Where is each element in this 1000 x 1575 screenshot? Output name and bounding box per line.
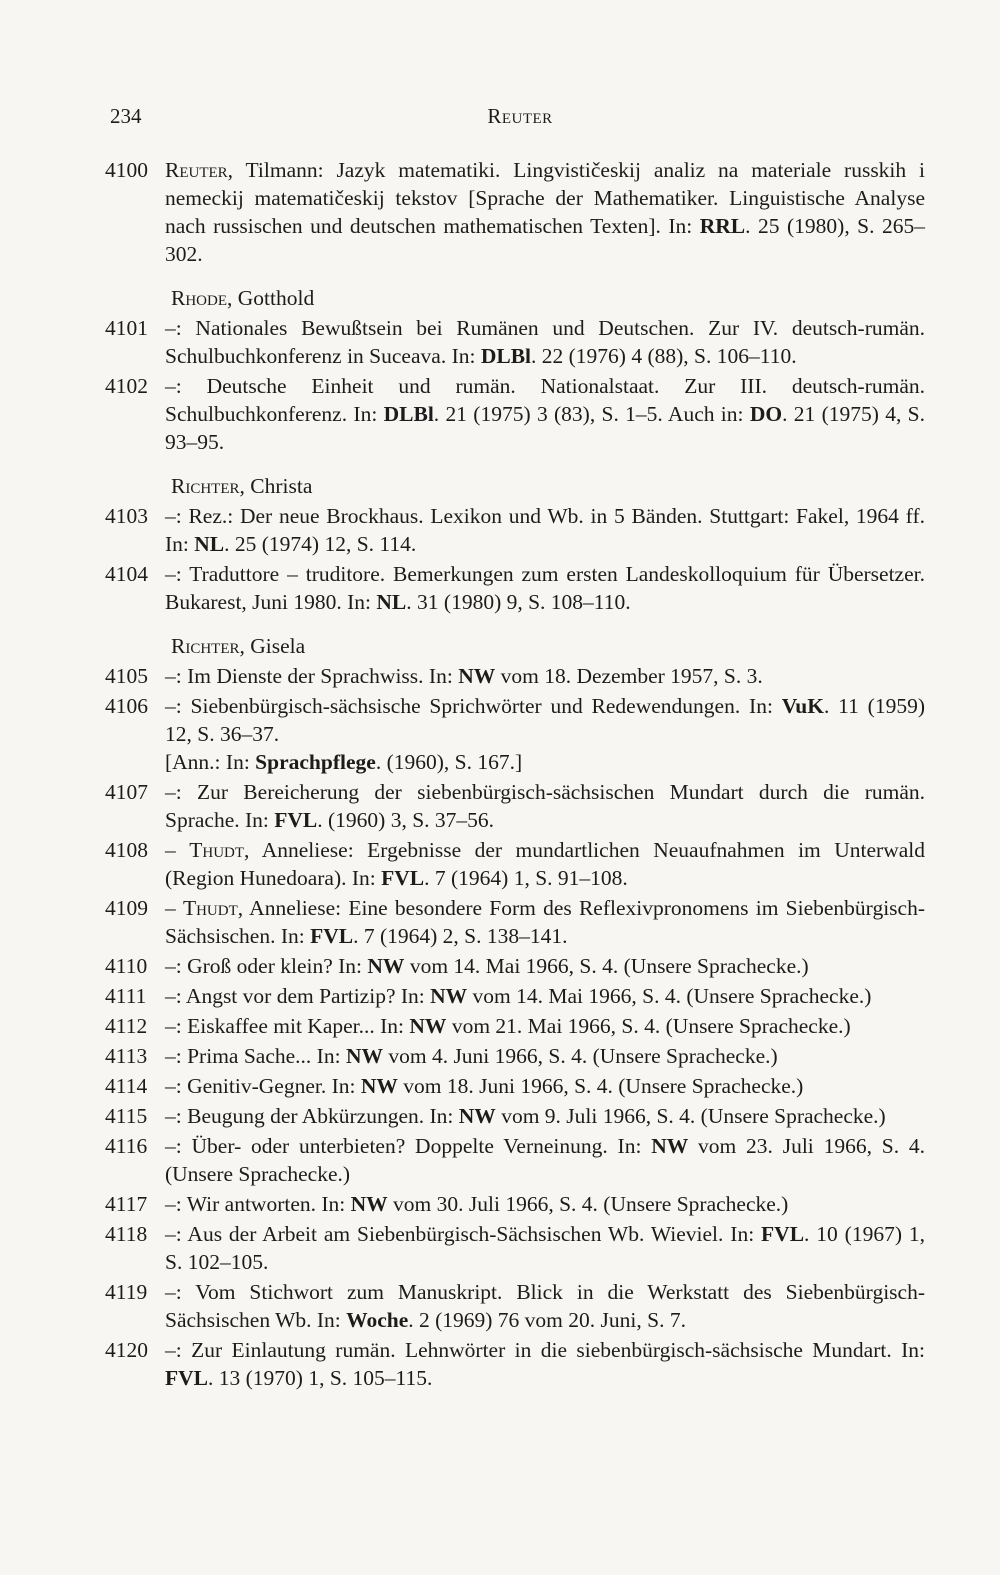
- entry-text: –: Genitiv-Gegner. In:: [165, 1074, 361, 1098]
- entry-number: 4107: [105, 780, 148, 804]
- entry-4116: [105, 1132, 925, 1188]
- entry-text: –: Rez.: Der neue Brockhaus. Lexikon und Wb. in 5 Bänden. Stuttgart: Fakel, 1964 ff. In:: [165, 504, 925, 556]
- journal-abbrev: FVL: [274, 808, 318, 832]
- entry-4102: [105, 372, 925, 456]
- entry-author: Reuter: [165, 158, 228, 182]
- entry-4110: [105, 952, 925, 980]
- author-surname: Richter: [171, 634, 240, 658]
- entry-text: . 25 (1980), S. 265–302.: [165, 214, 926, 266]
- journal-abbrev: DLBl: [480, 344, 532, 368]
- entry-number: 4118: [105, 1222, 148, 1246]
- journal-abbrev: NW: [350, 1192, 388, 1216]
- entry-text: . 25 (1974) 12, S. 114.: [224, 532, 417, 556]
- journal-abbrev: NL: [376, 590, 407, 614]
- entry-4107: [105, 778, 925, 834]
- entry-number: 4103: [105, 504, 148, 528]
- entry-text: vom 30. Juli 1966, S. 4. (Unsere Sprachecke.): [387, 1192, 789, 1216]
- entry-text: –: Aus der Arbeit am Siebenbürgisch-Sächsischen Wb. Wieviel. In:: [165, 1222, 762, 1246]
- entry-text: . 10 (1967) 1, S. 102–105.: [165, 1222, 925, 1274]
- author-given: , Gisela: [239, 634, 306, 658]
- entry-text: –: [165, 838, 190, 862]
- entry-number: 4119: [105, 1280, 148, 1304]
- journal-abbrev: NW: [430, 984, 468, 1008]
- journal-abbrev: RRL: [699, 214, 746, 238]
- entry-4111: [105, 982, 925, 1010]
- entry-number: 4102: [105, 374, 148, 398]
- entry-text: –: Vom Stichwort zum Manuskript. Blick in die Werkstatt des Siebenbürgisch-Sächsischen Wb. In:: [165, 1280, 925, 1332]
- page-header: [110, 104, 930, 134]
- entry-number: 4115: [105, 1104, 148, 1128]
- entry-number: 4117: [105, 1192, 148, 1216]
- journal-abbrev: NW: [367, 954, 405, 978]
- entry-text: . 21 (1975) 4, S. 93–95.: [165, 402, 925, 454]
- entry-text: –: Im Dienste der Sprachwiss. In:: [165, 664, 459, 688]
- journal-abbrev: VuK: [781, 694, 824, 718]
- entry-number: 4108: [105, 838, 148, 862]
- entry-text: –: Eiskaffee mit Kaper... In:: [165, 1014, 410, 1038]
- journal-abbrev: NW: [651, 1134, 689, 1158]
- entry-text: –: Zur Bereicherung der siebenbürgisch-sächsischen Mundart durch die rumän. Sprache. In:: [165, 780, 925, 832]
- entry-text: –: Zur Einlautung rumän. Lehnwörter in die siebenbürgisch-sächsische Mundart. In:: [165, 1338, 925, 1362]
- entry-4118: [105, 1220, 925, 1276]
- entry-number: 4109: [105, 896, 148, 920]
- entry-number: 4116: [105, 1134, 148, 1158]
- journal-abbrev: NW: [360, 1074, 398, 1098]
- entry-text: . 7 (1964) 2, S. 138–141.: [353, 924, 568, 948]
- entry-4114: [105, 1072, 925, 1100]
- entry-text: , Anneliese: Eine besondere Form des Reflexivpronomens im Siebenbürgisch-Sächsischen. In:: [165, 896, 925, 948]
- entry-text: –: Prima Sache... In:: [165, 1044, 346, 1068]
- entry-4106: [105, 692, 925, 776]
- bibliography-list: [105, 156, 925, 1394]
- entry-text: . 13 (1970) 1, S. 105–115.: [208, 1366, 433, 1390]
- entry-number: 4101: [105, 316, 148, 340]
- entry-text: –: Über- oder unterbieten? Doppelte Verneinung. In:: [165, 1134, 652, 1158]
- journal-abbrev: DO: [749, 402, 783, 426]
- entry-text: vom 9. Juli 1966, S. 4. (Unsere Sprachecke.): [495, 1104, 886, 1128]
- coauthor: Thudt: [189, 838, 245, 862]
- journal-abbrev: Woche: [346, 1308, 409, 1332]
- entry-4101: [105, 314, 925, 370]
- journal-abbrev: NW: [458, 664, 496, 688]
- entry-text: –: Siebenbürgisch-sächsische Sprichwörter und Redewendungen. In:: [165, 694, 782, 718]
- journal-abbrev: FVL: [165, 1366, 208, 1390]
- journal-abbrev: DLBl: [383, 402, 434, 426]
- entry-text: vom 21. Mai 1966, S. 4. (Unsere Sprachecke.): [446, 1014, 851, 1038]
- annotation-text: . (1960), S. 167.]: [375, 750, 523, 774]
- author-given: , Gotthold: [227, 286, 315, 310]
- journal-abbrev: NW: [458, 1104, 496, 1128]
- entry-4104: [105, 560, 925, 616]
- journal-abbrev: NW: [409, 1014, 447, 1038]
- entry-text: vom 18. Juni 1966, S. 4. (Unsere Sprachecke.): [397, 1074, 804, 1098]
- entry-text: . 22 (1976) 4 (88), S. 106–110.: [531, 344, 797, 368]
- entry-4120: [105, 1336, 925, 1392]
- entry-number: 4114: [105, 1074, 148, 1098]
- entry-text: –: Nationales Bewußtsein bei Rumänen und Deutschen. Zur IV. deutsch-rumän. Schulbuchkonferenz in Suceava. In:: [165, 316, 925, 368]
- entry-text: . 21 (1975) 3 (83), S. 1–5. Auch in:: [433, 402, 750, 426]
- entry-4117: [105, 1190, 925, 1218]
- journal-abbrev: FVL: [381, 866, 425, 890]
- page-number: 234: [110, 104, 142, 128]
- running-head: Reuter: [487, 104, 553, 128]
- entry-text: –: Groß oder klein? In:: [165, 954, 368, 978]
- entry-number: 4105: [105, 664, 148, 688]
- entry-number: 4106: [105, 694, 148, 718]
- entry-text: . 11 (1959) 12, S. 36–37.: [165, 694, 925, 746]
- entry-text: –: Deutsche Einheit und rumän. Nationalstaat. Zur III. deutsch-rumän. Schulbuchkonferenz. In:: [165, 374, 925, 426]
- entry-4109: [105, 894, 925, 950]
- journal-abbrev: NL: [194, 532, 225, 556]
- author-given: , Christa: [239, 474, 313, 498]
- author-surname: Rhode: [171, 286, 228, 310]
- entry-number: 4104: [105, 562, 148, 586]
- entry-text: . 7 (1964) 1, S. 91–108.: [424, 866, 628, 890]
- entry-4100: [105, 156, 925, 268]
- entry-text: , Anneliese: Ergebnisse der mundartlichen Neuaufnahmen im Unterwald (Region Hunedoara). In:: [165, 838, 926, 890]
- entry-text: –: Beugung der Abkürzungen. In:: [165, 1104, 459, 1128]
- author-heading-rhode: [105, 284, 925, 312]
- entry-text: . 2 (1969) 76 vom 20. Juni, S. 7.: [408, 1308, 686, 1332]
- author-heading-richter-gisela: [105, 632, 925, 660]
- entry-number: 4111: [105, 984, 147, 1008]
- entry-text: vom 14. Mai 1966, S. 4. (Unsere Sprachecke.): [467, 984, 872, 1008]
- journal-abbrev: Sprachpflege: [255, 750, 376, 774]
- entry-text: vom 14. Mai 1966, S. 4. (Unsere Sprachecke.): [404, 954, 809, 978]
- entry-number: 4100: [105, 158, 148, 182]
- entry-text: –: Wir antworten. In:: [165, 1192, 351, 1216]
- entry-4115: [105, 1102, 925, 1130]
- entry-text: vom 18. Dezember 1957, S. 3.: [495, 664, 763, 688]
- entry-4119: [105, 1278, 925, 1334]
- entry-text: . (1960) 3, S. 37–56.: [317, 808, 495, 832]
- entry-text: –: Angst vor dem Partizip? In:: [165, 984, 431, 1008]
- entry-text: –: Traduttore – truditore. Bemerkungen zum ersten Landeskolloquium für Übersetzer. Bukarest, Juni 1980. In:: [165, 562, 925, 614]
- entry-number: 4120: [105, 1338, 148, 1362]
- entry-number: 4112: [105, 1014, 148, 1038]
- entry-text: vom 4. Juni 1966, S. 4. (Unsere Sprachecke.): [382, 1044, 778, 1068]
- author-surname: Richter: [171, 474, 240, 498]
- entry-text: vom 23. Juli 1966, S. 4. (Unsere Sprachecke.): [165, 1134, 925, 1186]
- entry-4112: [105, 1012, 925, 1040]
- author-heading-richter-christa: [105, 472, 925, 500]
- entry-4103: [105, 502, 925, 558]
- annotation-text: [Ann.: In:: [165, 750, 256, 774]
- entry-4108: [105, 836, 925, 892]
- entry-text: , Tilmann: Jazyk matematiki. Lingvističeskij analiz na materiale russkih i nemeckij matematičeskij tekstov [Sprache der Mathematiker. Linguistische Analyse nach russischen und deutschen mathematischen Texten]. In:: [165, 158, 925, 238]
- journal-abbrev: FVL: [761, 1222, 805, 1246]
- entry-text: . 31 (1980) 9, S. 108–110.: [406, 590, 631, 614]
- entry-text: –: [165, 896, 183, 920]
- entry-number: 4110: [105, 954, 148, 978]
- entry-number: 4113: [105, 1044, 148, 1068]
- journal-abbrev: NW: [345, 1044, 383, 1068]
- entry-4105: [105, 662, 925, 690]
- coauthor: Thudt: [182, 896, 238, 920]
- entry-4113: [105, 1042, 925, 1070]
- journal-abbrev: FVL: [310, 924, 354, 948]
